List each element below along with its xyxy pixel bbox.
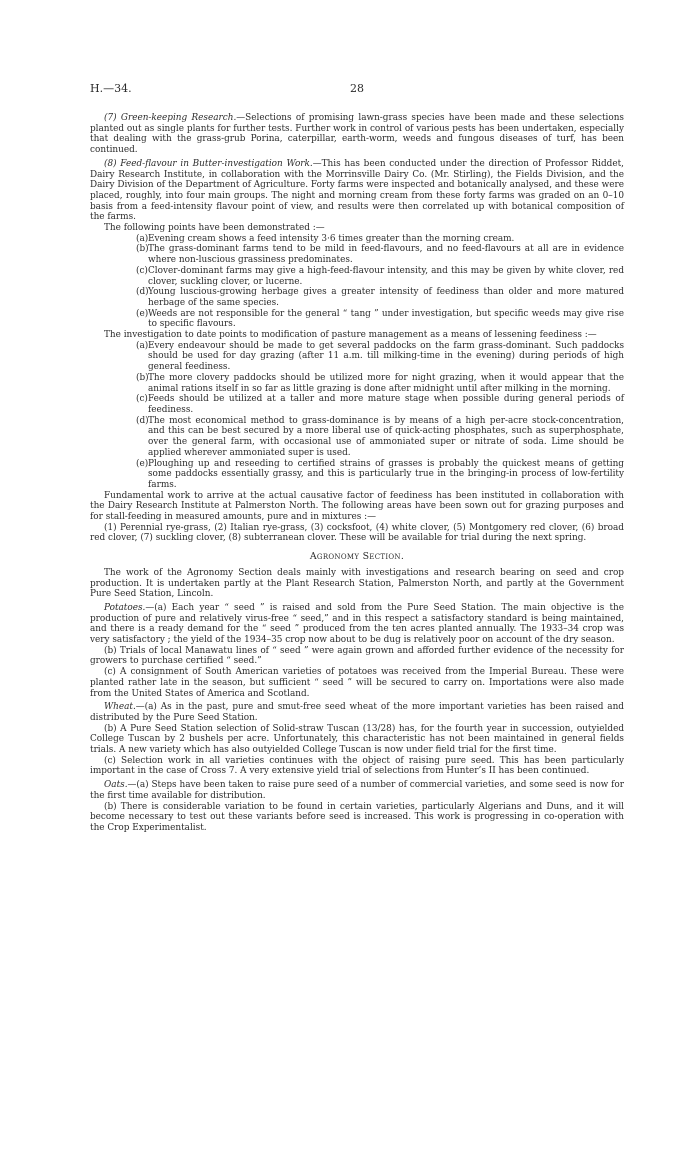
paragraph-text: —This has been conducted under the direction of Professor Riddet, Dairy Research Institute, in collaboration with the Morrinsville Dairy Co. (Mr. Stirling), the Fields Division, and the Dairy Division of the Department of Agriculture. Forty farms were inspected and botanically analysed, and these were placed, roughly, into four main groups. The night and morning cream from these forty farms was graded on an 0–10 basis from a feed-intensity flavour point of view, and results were then correlated up with botanical composition of the farms. bbox=[90, 158, 624, 223]
list-item: (d)The most economical method to grass-dominance is by means of a high per-acre stock-concentration, and this can be best secured by a more liberal use of quick-acting phosphates, such as superphosphate, over the general farm, with occasional use of ammoniated super or nitrate of soda. Lime should be applied wherever ammoniated super is used. bbox=[136, 415, 624, 458]
list-item: (d)Young luscious-growing herbage gives a greater intensity of feediness than older and more matured herbage of the same species. bbox=[136, 287, 624, 308]
lessening-intro: The investigation to date points to modification of pasture management as a means of lessening feediness :— bbox=[104, 330, 597, 341]
list-item: (e)Ploughing up and reseeding to certified strains of grasses is probably the quickest means of getting some paddocks essentially grassy, and this is particularly true in the bringing-in process of low-fertility farms. bbox=[136, 458, 624, 490]
page-number: 28 bbox=[350, 82, 364, 95]
paragraph-oats-b: (b) There is considerable variation to be found in certain varieties, particularly Algerians and Duns, and it will become necessary to test out these variants before seed is increased. This work is progressing in co-operation with the Crop Experimentalist. bbox=[90, 801, 624, 833]
paragraph-wheat-b: (b) A Pure Seed Station selection of Solid-straw Tuscan (13/28) has, for the fourth year in succession, outyielded College Tuscan by 2 bushels per acre. Unfortunately, this characteristic has not been maintained in general fields trials. A new variety which has also outyielded College Tuscan is now under field trial for the first time. bbox=[90, 723, 624, 756]
lessening-list bbox=[90, 341, 624, 491]
paragraph-text: —Selections of promising lawn-grass species have been made and these selections planted out as single plants for further tests. Further work in control of various pests has been undertaken, especially that dealing with the grass-grub Porina, caterpillar, earth-worm, weeds and fungous diseases of turf, has been continued. bbox=[90, 113, 624, 156]
document-reference: H.—34. bbox=[90, 82, 132, 95]
list-item: (a)Every endeavour should be made to get several paddocks on the farm grass-dominant. Such paddocks should be used for day grazing (after 11 a.m. till milking-time in the evening) during periods of high general feediness. bbox=[136, 340, 624, 373]
paragraph-potatoes-a: Potatoes.—(a) Each year “ seed ” is raised and sold from the Pure Seed Station. The main objective is the production of pure and relatively virus-free “ seed,” and in this respect a satisfactory standard is being maintained, and there is a ready demand for the “ seed ” produced from the ten acres planted annually. The 1933–34 crop was very satisfactory ; the yield of the 1934–35 crop now about to be dug is relatively poor on account of the dry season. bbox=[90, 602, 624, 646]
section-title: (8) Feed-flavour in Butter-investigation Work. bbox=[104, 158, 313, 169]
paragraph-wheat-a: Wheat.—(a) As in the past, pure and smut-free seed wheat of the more important varieties has been raised and distributed by the Pure Seed Station. bbox=[90, 702, 624, 723]
demonstrated-list bbox=[90, 234, 624, 330]
page-header bbox=[90, 84, 624, 98]
subsection-title: Potatoes. bbox=[104, 602, 146, 613]
list-item: (c)Feeds should be utilized at a taller and more mature stage when possible during general periods of feediness. bbox=[136, 394, 624, 415]
list-item: (b)The more clovery paddocks should be utilized more for night grazing, when it would appear that the animal rations itself in so far as little grazing is done after midnight until after milking in the morning. bbox=[136, 372, 624, 394]
paragraph-fundamental: Fundamental work to arrive at the actual causative factor of feediness has been instituted in collaboration with the Dairy Research Institute at Palmerston North. The following areas have been sown out for grazing purposes and for stall-feeding in measured amounts, pure and in mixtures :— bbox=[90, 490, 624, 523]
list-item: (c)Clover-dominant farms may give a high-feed-flavour intensity, and this may be given by white clover, red clover, suckling clover, or lucerne. bbox=[136, 265, 624, 287]
paragraph-potatoes-c: (c) A consignment of South American varieties of potatoes was received from the Imperial Bureau. These were planted rather late in the season, but sufficient “ seed ” will be secured to carry on. Importations were also made from the United States of America and Scotland. bbox=[90, 667, 624, 699]
paragraph-potatoes-b: (b) Trials of local Manawatu lines of “ seed ” were again grown and afforded further evidence of the necessity for growers to purchase certified “ seed.” bbox=[90, 645, 624, 667]
paragraph-feed-flavour bbox=[90, 159, 624, 223]
paragraph-wheat-c: (c) Selection work in all varieties continues with the object of raising pure seed. This has been particularly important in the case of Cross 7. A very extensive yield trial of selections from Hunter’s II has been continued. bbox=[90, 755, 624, 777]
paragraph-oats-a: Oats.—(a) Steps have been taken to raise pure seed of a number of commercial varieties, and some seed is now for the first time available for distribution. bbox=[90, 780, 624, 801]
section-heading-agronomy: Agronomy Section. bbox=[309, 551, 405, 563]
page-body bbox=[90, 113, 624, 834]
subsection-title: Oats. bbox=[104, 780, 128, 791]
list-item: (b)The grass-dominant farms tend to be mild in feed-flavours, and no feed-flavours at all are in evidence where non-luscious grassiness predominates. bbox=[136, 244, 624, 266]
paragraph-agronomy: The work of the Agronomy Section deals mainly with investigations and research bearing on seed and crop production. It is undertaken partly at the Plant Research Station, Palmerston North, and partly at the Government Pure Seed Station, Lincoln. bbox=[90, 567, 624, 600]
paragraph-sown-areas: (1) Perennial rye-grass, (2) Italian rye-grass, (3) cocksfoot, (4) white clover, (5) Montgomery red clover, (6) broad red clover, (7) suckling clover, (8) subterranean clover. These will be available for trial during the next spring. bbox=[90, 522, 624, 544]
paragraph-green-keeping bbox=[90, 113, 624, 156]
subsection-title: Wheat. bbox=[104, 702, 136, 713]
list-item: (a)Evening cream shows a feed intensity 3·6 times greater than the morning cream. bbox=[136, 233, 515, 244]
demonstrated-intro: The following points have been demonstrated :— bbox=[104, 223, 325, 234]
list-item: (e)Weeds are not responsible for the general “ tang ” under investigation, but specific weeds may give rise to specific flavours. bbox=[136, 308, 624, 330]
section-title: (7) Green-keeping Research. bbox=[104, 113, 237, 123]
